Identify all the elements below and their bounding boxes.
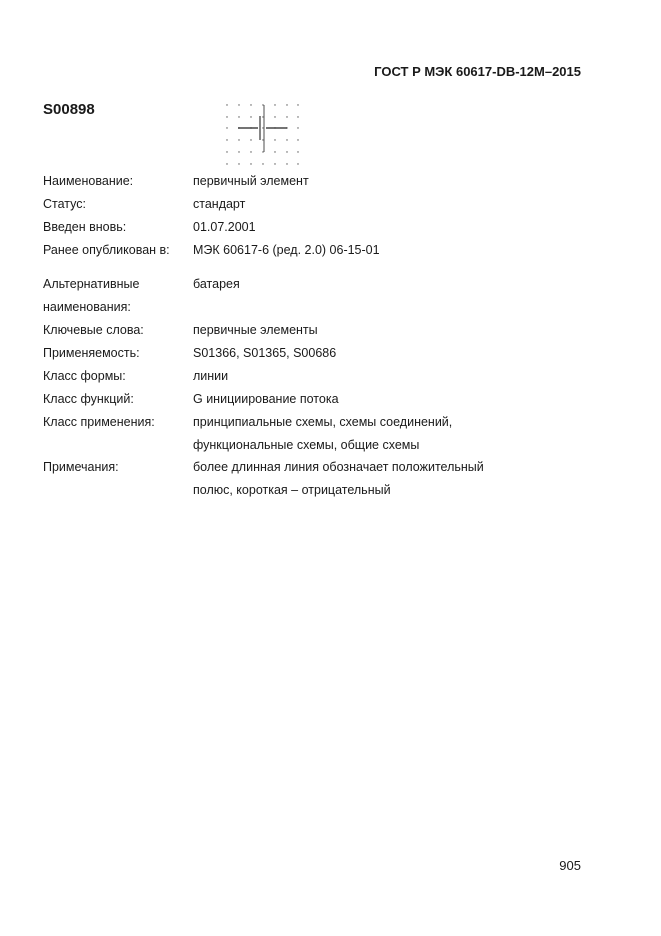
field-value: функциональные схемы, общие схемы: [193, 438, 420, 452]
grid-dot: [226, 127, 227, 128]
field-label: Статус:: [43, 197, 86, 211]
grid-dot: [297, 127, 298, 128]
grid-dot: [250, 116, 251, 117]
grid-dot: [274, 151, 275, 152]
grid-dot: [274, 139, 275, 140]
grid-dot: [286, 116, 287, 117]
grid-dot: [262, 163, 263, 164]
grid-dot: [226, 116, 227, 117]
grid-dot: [297, 151, 298, 152]
field-value: S01366, S01365, S00686: [193, 346, 337, 360]
grid-dot: [297, 104, 298, 105]
grid-dot: [226, 163, 227, 164]
grid-dot: [238, 163, 239, 164]
grid-dot: [250, 104, 251, 105]
field-value: линии: [193, 369, 229, 383]
field-label: Класс применения:: [43, 415, 155, 429]
field-label: Класс формы:: [43, 369, 126, 383]
field-value: полюс, короткая – отрицательный: [193, 483, 391, 497]
grid-dot: [238, 116, 239, 117]
grid-dot: [226, 139, 227, 140]
field-value: более длинная линия обозначает положительный: [193, 460, 484, 474]
grid-dot: [274, 104, 275, 105]
page-number: 905: [559, 858, 581, 873]
field-value: принципиальные схемы, схемы соединений,: [193, 415, 453, 429]
field-value: первичный элемент: [193, 174, 309, 188]
field-value: 01.07.2001: [193, 220, 256, 234]
document-header: ГОСТ Р МЭК 60617-DB-12М–2015: [374, 64, 581, 79]
grid-dot: [297, 163, 298, 164]
grid-dot: [250, 151, 251, 152]
field-label: Примечания:: [43, 460, 119, 474]
field-value: G инициирование потока: [193, 392, 339, 406]
field-label: Класс функций:: [43, 392, 134, 406]
field-label: Наименование:: [43, 174, 134, 188]
grid-dot: [286, 139, 287, 140]
grid-dot: [297, 139, 298, 140]
field-value: первичные элементы: [193, 323, 318, 337]
field-value: стандарт: [193, 197, 246, 211]
grid-dot: [238, 139, 239, 140]
grid-dot: [274, 163, 275, 164]
grid-dot: [250, 163, 251, 164]
field-label-cont: наименования:: [43, 300, 131, 314]
grid-dot: [286, 163, 287, 164]
grid-dot: [250, 139, 251, 140]
grid-dot: [238, 151, 239, 152]
field-label: Альтернативные: [43, 277, 140, 291]
field-value: МЭК 60617-6 (ред. 2.0) 06-15-01: [193, 243, 380, 257]
field-label: Введен вновь:: [43, 220, 127, 234]
grid-dot: [286, 104, 287, 105]
primary-cell-battery-symbol-icon: [220, 100, 310, 170]
grid-dot: [286, 151, 287, 152]
grid-dot: [238, 104, 239, 105]
field-label: Ранее опубликован в:: [43, 243, 170, 257]
symbol-code: S00898: [43, 101, 95, 118]
grid-dot: [274, 116, 275, 117]
grid-dot: [297, 116, 298, 117]
grid-dot: [226, 104, 227, 105]
field-value: батарея: [193, 277, 240, 291]
field-label: Ключевые слова:: [43, 323, 144, 337]
field-label: Применяемость:: [43, 346, 140, 360]
grid-dot: [226, 151, 227, 152]
